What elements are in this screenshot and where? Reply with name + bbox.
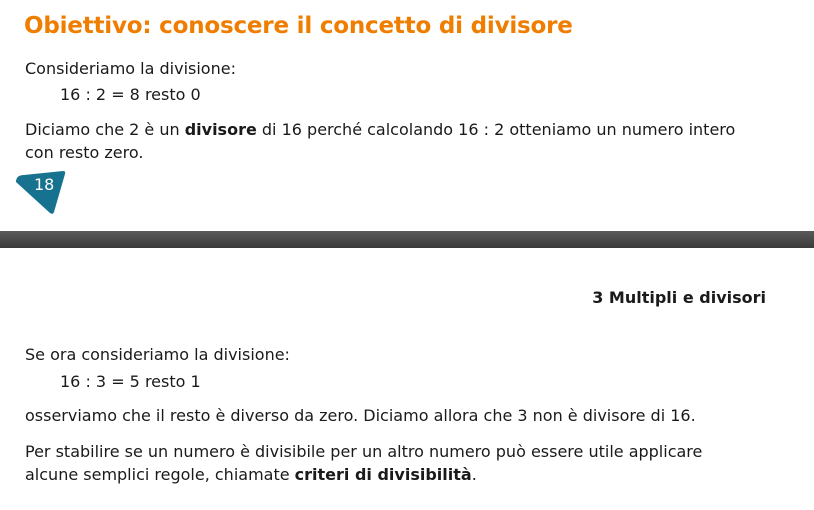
running-header: 3 Multipli e divisori bbox=[592, 288, 766, 307]
division-formula: 16 : 2 = 8 resto 0 bbox=[60, 85, 201, 104]
page-separator bbox=[0, 231, 814, 248]
page-number-badge bbox=[16, 171, 66, 215]
page-number: 18 bbox=[34, 175, 55, 194]
remainder-paragraph: osserviamo che il resto è diverso da zero. Diciamo allora che 3 non è divisore di 16. bbox=[25, 406, 696, 425]
division-formula-2: 16 : 3 = 5 resto 1 bbox=[60, 372, 201, 391]
definition-paragraph-line2: con resto zero. bbox=[25, 143, 144, 162]
definition-term: divisore bbox=[184, 120, 257, 139]
definition-text-1: Diciamo che 2 è un bbox=[25, 120, 185, 139]
definition-paragraph bbox=[25, 118, 735, 141]
criteria-paragraph-line1: Per stabilire se un numero è divisibile per un altro numero può essere utile applicare bbox=[25, 442, 703, 461]
criteria-text: alcune semplici regole, chiamate bbox=[25, 465, 295, 484]
intro-text: Consideriamo la divisione: bbox=[25, 59, 236, 78]
page-top bbox=[0, 0, 814, 230]
page-title: Obiettivo: conoscere il concetto di divisore bbox=[24, 13, 573, 39]
definition-text-2: di 16 perché calcolando 16 : 2 otteniamo un numero intero bbox=[256, 120, 736, 139]
intro-text-2: Se ora consideriamo la divisione: bbox=[25, 345, 290, 364]
criteria-paragraph-line2 bbox=[25, 463, 477, 486]
criteria-end: . bbox=[471, 465, 477, 484]
criteria-term: criteri di divisibilità bbox=[294, 465, 472, 484]
